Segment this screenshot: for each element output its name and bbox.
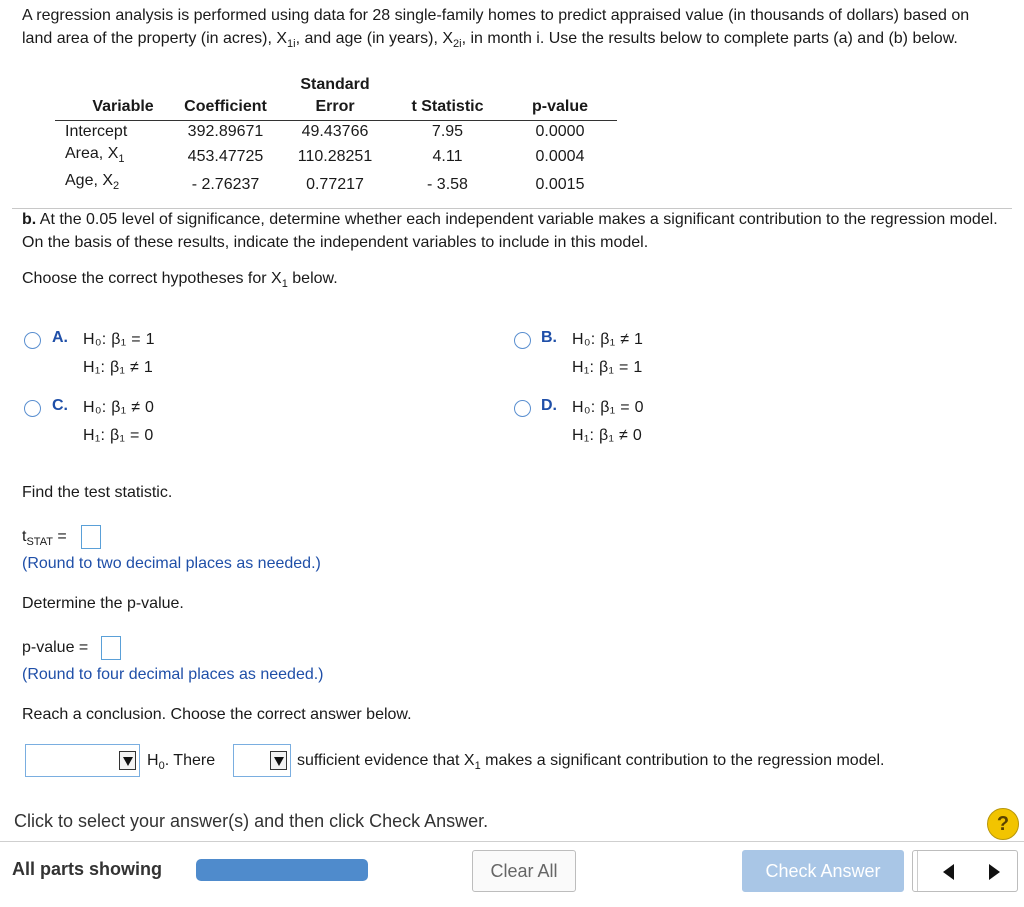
conclusion-h0: $H_0$. There: [147, 752, 216, 772]
header-p-value: p-value: [531, 98, 588, 115]
cell-coefficient: - 2.76237: [191, 176, 260, 193]
cell-t-stat: - 3.58: [427, 176, 468, 193]
header-t-statistic: t Statistic: [411, 98, 484, 115]
radio-c[interactable]: [24, 400, 41, 417]
radio-d[interactable]: [514, 400, 531, 417]
evidence-dropdown[interactable]: [233, 744, 291, 777]
cell-t-stat: 7.95: [431, 123, 464, 140]
tstat-hint: (Round to two decimal places as needed.): [22, 555, 321, 572]
cell-p-value: 0.0000: [535, 123, 585, 140]
cell-coefficient: 453.47725: [187, 148, 264, 165]
clear-all-button[interactable]: Clear All: [472, 850, 576, 892]
dropdown-arrow-icon: [270, 751, 287, 770]
table-header-rule: [55, 120, 617, 121]
hypothesis-h0: H₀: β₁ = 1: [83, 331, 155, 348]
header-variable: Variable: [92, 98, 154, 115]
problem-intro: A regression analysis is performed using data for 28 single-family homes to predict appraised value (in thousands of dollars) based on land area of the property (in acres), $X_{1i}$, and age (in years), $X_{2i}$, in month i. Use the results below to complete parts (a) and (b) below.: [22, 7, 970, 50]
pvalue-input[interactable]: [101, 636, 121, 660]
dropdown-arrow-icon: [119, 751, 136, 770]
row-label: Intercept: [65, 123, 128, 140]
pvalue-hint: (Round to four decimal places as needed.): [22, 666, 324, 683]
footer-divider: [0, 841, 1024, 842]
option-letter: A.: [52, 329, 68, 346]
cell-std-error: 110.28251: [297, 148, 373, 165]
reject-dropdown[interactable]: [25, 744, 140, 777]
header-std-error-bottom: Error: [315, 98, 355, 115]
choose-hypotheses-prompt: Choose the correct hypotheses for $X_1$ below.: [22, 270, 338, 290]
conclusion-text: sufficient evidence that $X_1$ makes a significant contribution to the regression model.: [297, 752, 885, 772]
hypothesis-h0: H₀: β₁ ≠ 0: [83, 399, 155, 416]
find-test-statistic: Find the test statistic.: [22, 484, 173, 501]
regression-table: [55, 76, 625, 196]
cell-std-error: 49.43766: [301, 123, 369, 140]
progress-bar: [196, 859, 368, 881]
nav-separator: [917, 851, 918, 891]
option-letter: D.: [541, 397, 557, 414]
cell-t-stat: 4.11: [432, 148, 463, 165]
option-letter: B.: [541, 329, 557, 346]
check-answer-button[interactable]: Check Answer: [742, 850, 904, 892]
cell-coefficient: 392.89671: [187, 123, 264, 140]
row-label: Area, $X_1$: [65, 145, 125, 165]
question-nav: [912, 850, 1018, 892]
radio-b[interactable]: [514, 332, 531, 349]
hypothesis-h0: H₀: β₁ ≠ 1: [572, 331, 644, 348]
tstat-label: $t_{STAT}$ =: [22, 528, 67, 548]
hypothesis-h1: H₁: β₁ = 1: [572, 359, 643, 376]
radio-a[interactable]: [24, 332, 41, 349]
row-label: Age, $X_2$: [65, 172, 120, 192]
pvalue-label: p-value =: [22, 639, 89, 656]
next-arrow-icon[interactable]: [989, 864, 1000, 880]
header-coefficient: Coefficient: [184, 98, 267, 115]
help-icon[interactable]: ?: [987, 808, 1019, 840]
hypothesis-h1: H₁: β₁ = 0: [83, 427, 154, 444]
cell-std-error: 0.77217: [306, 176, 364, 193]
instruction-text: Click to select your answer(s) and then click Check Answer.: [14, 811, 489, 831]
previous-arrow-icon[interactable]: [943, 864, 954, 880]
hypothesis-h1: H₁: β₁ ≠ 0: [572, 427, 643, 444]
cell-p-value: 0.0004: [535, 148, 585, 165]
tstat-input[interactable]: [81, 525, 101, 549]
header-std-error-top: Standard: [300, 76, 370, 93]
hypothesis-h1: H₁: β₁ ≠ 1: [83, 359, 154, 376]
conclusion-prompt: Reach a conclusion. Choose the correct answer below.: [22, 706, 412, 723]
part-b-text: b. At the 0.05 level of significance, determine whether each independent variable makes a significant contribution to the regression model. On the basis of these results, indicate the independent variables to include in this model.: [22, 211, 998, 251]
cell-p-value: 0.0015: [535, 176, 585, 193]
determine-p-value: Determine the p-value.: [22, 595, 184, 612]
parts-label: All parts showing: [12, 859, 163, 879]
hypothesis-h0: H₀: β₁ = 0: [572, 399, 644, 416]
option-letter: C.: [52, 397, 68, 414]
